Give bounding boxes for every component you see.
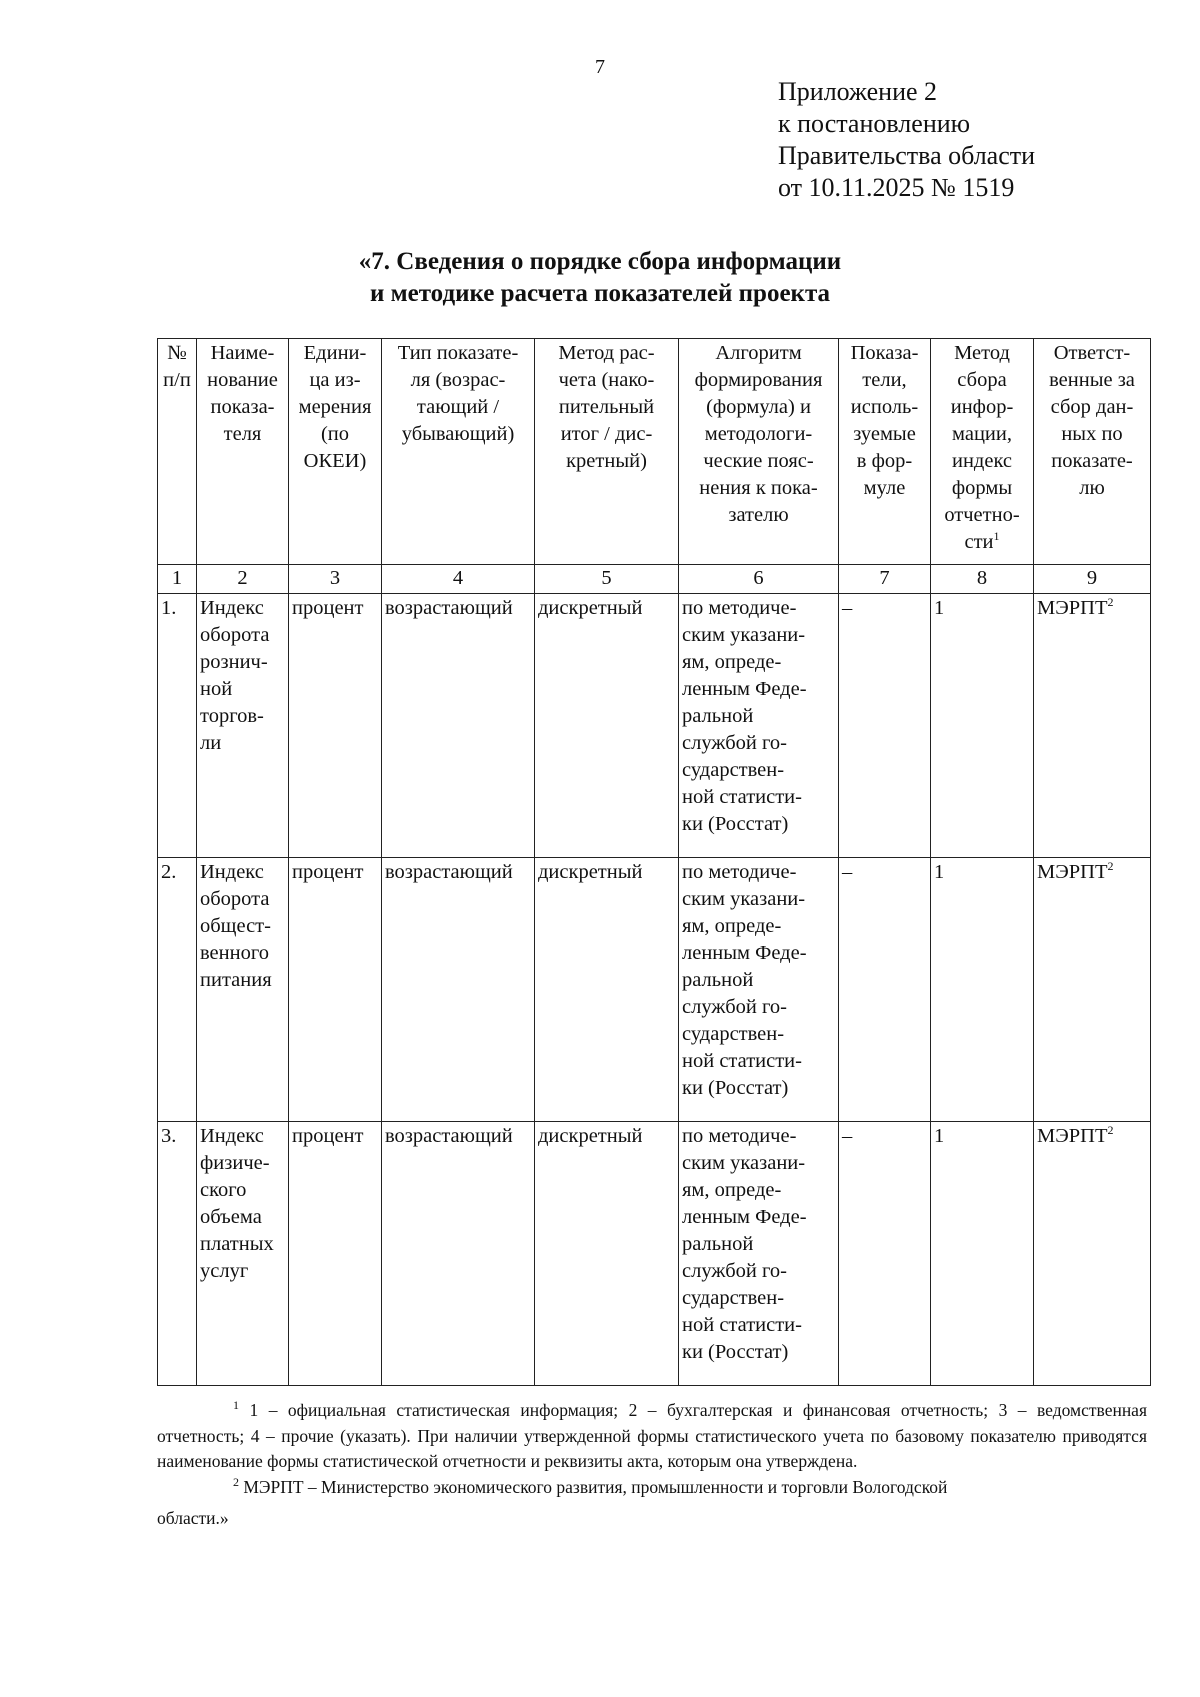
cell-indicators: – (839, 858, 931, 1122)
cell-number: 1. (158, 594, 197, 858)
cell-type: возрастающий (382, 594, 535, 858)
cell-unit: процент (289, 858, 382, 1122)
appendix-line: Правительства области (778, 141, 1036, 170)
header-collection-text: Метод сбора инфор- мации, индекс формы отчетно- сти (944, 342, 1020, 553)
responsible-text: МЭРПТ (1037, 1125, 1108, 1147)
cell-unit: процент (289, 1122, 382, 1386)
cell-responsible (1034, 858, 1151, 1122)
cell-algorithm: по методиче- ским указани- ям, опреде- ленным Феде- ральной службой го- сударствен- ной статисти- ки (Росстат) (679, 858, 839, 1122)
table-row (158, 858, 1151, 1122)
title-line: «7. Сведения о порядке сбора информации (358, 248, 842, 275)
cell-name: Индекс физиче- ского объема платных услуг (197, 1122, 289, 1386)
indicators-table (157, 338, 1151, 1386)
column-number: 1 (158, 565, 197, 594)
footnote-mark: 2 (1107, 595, 1114, 610)
column-number: 7 (839, 565, 931, 594)
cell-method: дискретный (535, 858, 679, 1122)
header-cell-collection (931, 339, 1034, 565)
cell-number: 2. (158, 858, 197, 1122)
cell-collection: 1 (931, 1122, 1034, 1386)
cell-algorithm: по методиче- ским указани- ям, опреде- ленным Феде- ральной службой го- сударствен- ной статисти- ки (Росстат) (679, 1122, 839, 1386)
footnote-mark: 1 (233, 1398, 239, 1413)
footnote-mark: 2 (1107, 1123, 1114, 1138)
column-number: 3 (289, 565, 382, 594)
cell-algorithm: по методиче- ским указани- ям, опреде- ленным Феде- ральной службой го- сударствен- ной статисти- ки (Росстат) (679, 594, 839, 858)
footnote-2 (157, 1475, 1147, 1501)
responsible-text: МЭРПТ (1037, 861, 1108, 883)
header-cell-indicators: Показа- тели, исполь- зуемые в фор- муле (839, 339, 931, 565)
column-number: 4 (382, 565, 535, 594)
cell-collection: 1 (931, 594, 1034, 858)
header-cell-name: Наиме- нование показа- теля (197, 339, 289, 565)
cell-collection: 1 (931, 858, 1034, 1122)
table-row (158, 1122, 1151, 1386)
footnote-2-text: МЭРПТ – Министерство экономического развития, промышленности и торговли Вологодской (243, 1476, 948, 1497)
column-number: 5 (535, 565, 679, 594)
footnote-mark: 2 (233, 1474, 239, 1489)
appendix-block (778, 76, 1035, 204)
header-cell-method: Метод рас- чета (нако- пительный итог / дис- кретный) (535, 339, 679, 565)
appendix-line: Приложение 2 (778, 77, 938, 106)
cell-method: дискретный (535, 594, 679, 858)
header-cell-algorithm: Алгоритм формирования (формула) и методологи- ческие пояс- нения к пока- зателю (679, 339, 839, 565)
header-cell-unit: Едини- ца из- мерения (по ОКЕИ) (289, 339, 382, 565)
document-title (0, 246, 1200, 310)
appendix-line: от 10.11.2025 № 1519 (778, 173, 1015, 202)
column-numbers-row (158, 565, 1151, 594)
title-line: и методике расчета показателей проекта (369, 280, 831, 307)
cell-number: 3. (158, 1122, 197, 1386)
footnote-2-end: области.» (157, 1508, 229, 1528)
cell-type: возрастающий (382, 1122, 535, 1386)
column-number: 8 (931, 565, 1034, 594)
cell-indicators: – (839, 594, 931, 858)
footnote-1-text: 1 – официальная статистическая информация; 2 – бухгалтерская и финансовая отчетность; 3 – ведомственная отчетность; 4 – прочие (указать). При наличии утвержденной формы статистического учета по базовому показателю приводятся наименование формы статистической отчетности и реквизиты акта, которым она утверждена. (157, 1400, 1148, 1471)
column-number: 9 (1034, 565, 1151, 594)
footnote-mark: 1 (993, 529, 1000, 544)
cell-name: Индекс оборота общест- венного питания (197, 858, 289, 1122)
table-header-row (158, 339, 1151, 565)
header-cell-number: № п/п (158, 339, 197, 565)
column-number: 2 (197, 565, 289, 594)
cell-responsible (1034, 1122, 1151, 1386)
table-row (158, 594, 1151, 858)
appendix-line: к постановлению (778, 109, 971, 138)
cell-type: возрастающий (382, 858, 535, 1122)
page-number: 7 (595, 56, 605, 78)
cell-name: Индекс оборота рознич- ной торгов- ли (197, 594, 289, 858)
footnotes (157, 1398, 1147, 1532)
column-number: 6 (679, 565, 839, 594)
responsible-text: МЭРПТ (1037, 597, 1108, 619)
header-cell-type: Тип показате- ля (возрас- тающий / убывающий) (382, 339, 535, 565)
cell-indicators: – (839, 1122, 931, 1386)
cell-unit: процент (289, 594, 382, 858)
footnote-1 (157, 1398, 1147, 1475)
footnote-mark: 2 (1107, 859, 1114, 874)
cell-responsible (1034, 594, 1151, 858)
header-cell-responsible: Ответст- венные за сбор дан- ных по показате- лю (1034, 339, 1151, 565)
cell-method: дискретный (535, 1122, 679, 1386)
